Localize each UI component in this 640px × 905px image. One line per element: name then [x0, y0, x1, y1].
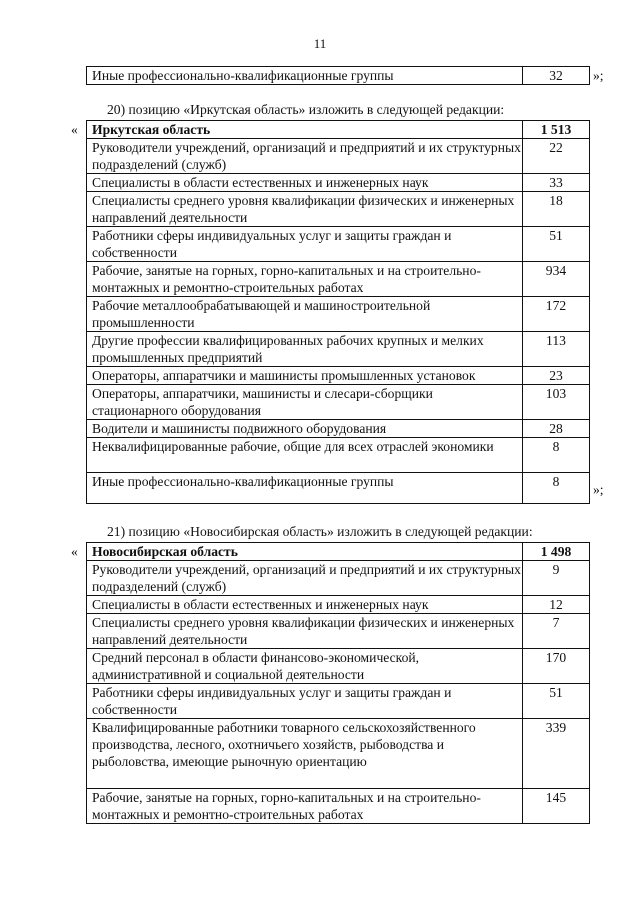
table-row [87, 227, 590, 262]
row-label: Другие профессии квалифицированных рабочих крупных и мелких промышленных предприятий [87, 332, 523, 367]
table-row [87, 420, 590, 438]
table-row [87, 684, 590, 719]
table-row [87, 174, 590, 192]
row-label: Операторы, аппаратчики, машинисты и слесари-сборщики стационарного оборудования [87, 385, 523, 420]
region-name: Иркутская область [87, 121, 523, 139]
row-label: Рабочие, занятые на горных, горно-капитальных и на строительно-монтажных и ремонтно-строительных работах [87, 262, 523, 297]
table-row [87, 614, 590, 649]
table-row [87, 596, 590, 614]
table-row [87, 332, 590, 367]
section-20-intro: 20) позицию «Иркутская область» изложить в следующей редакции: [107, 102, 505, 117]
table-row [87, 262, 590, 297]
row-label: Квалифицированные работники товарного сельскохозяйственного производства, лесного, охотничьего хозяйств, рыбоводства и рыболовства, имеющие рыночную ориентацию [87, 719, 523, 789]
table-row [87, 367, 590, 385]
row-value: 103 [523, 385, 590, 420]
row-label: Специалисты среднего уровня квалификации физических и инженерных направлений деятельности [87, 192, 523, 227]
row-label: Работники сферы индивидуальных услуг и защиты граждан и собственности [87, 227, 523, 262]
row-value: 8 [523, 438, 590, 473]
row-value: 32 [523, 67, 590, 85]
row-label: Рабочие металлообрабатывающей и машиностроительной промышленности [87, 297, 523, 332]
row-value: 145 [523, 789, 590, 824]
table-row [87, 139, 590, 174]
table-row [87, 719, 590, 789]
row-label: Руководители учреждений, организаций и предприятий и их структурных подразделений (служб) [87, 561, 523, 596]
table-row [87, 473, 590, 504]
table-header-row [87, 543, 590, 561]
table-row [87, 438, 590, 473]
row-label: Неквалифицированные рабочие, общие для всех отраслей экономики [87, 438, 523, 473]
row-value: 22 [523, 139, 590, 174]
row-value: 113 [523, 332, 590, 367]
row-value: 172 [523, 297, 590, 332]
table-header-row [87, 121, 590, 139]
row-value: 170 [523, 649, 590, 684]
row-label: Специалисты в области естественных и инженерных наук [87, 596, 523, 614]
top-carryover-table [86, 66, 590, 85]
row-value: 51 [523, 227, 590, 262]
row-value: 9 [523, 561, 590, 596]
region-name: Новосибирская область [87, 543, 523, 561]
row-value: 934 [523, 262, 590, 297]
row-label: Водители и машинисты подвижного оборудования [87, 420, 523, 438]
closing-quote-mark: »; [593, 68, 604, 83]
row-value: 28 [523, 420, 590, 438]
row-value: 12 [523, 596, 590, 614]
table-row [87, 649, 590, 684]
row-label: Иные профессионально-квалификационные группы [87, 67, 523, 85]
row-label: Средний персонал в области финансово-экономической, административной и социальной деятельности [87, 649, 523, 684]
row-label: Операторы, аппаратчики и машинисты промышленных установок [87, 367, 523, 385]
row-value: 33 [523, 174, 590, 192]
row-label: Специалисты в области естественных и инженерных наук [87, 174, 523, 192]
row-label: Иные профессионально-квалификационные группы [87, 473, 523, 504]
opening-quote-mark: « [71, 122, 78, 137]
region-total: 1 513 [523, 121, 590, 139]
row-label: Работники сферы индивидуальных услуг и защиты граждан и собственности [87, 684, 523, 719]
table-row [87, 561, 590, 596]
irkutsk-table [86, 120, 590, 504]
row-label: Рабочие, занятые на горных, горно-капитальных и на строительно-монтажных и ремонтно-строительных работах [87, 789, 523, 824]
closing-quote-mark: »; [593, 482, 604, 497]
row-value: 51 [523, 684, 590, 719]
page-number: 11 [313, 36, 327, 51]
row-value: 18 [523, 192, 590, 227]
section-21-intro: 21) позицию «Новосибирская область» изложить в следующей редакции: [107, 524, 533, 539]
row-value: 23 [523, 367, 590, 385]
row-label: Специалисты среднего уровня квалификации физических и инженерных направлений деятельности [87, 614, 523, 649]
table-row [87, 67, 590, 85]
table-row [87, 192, 590, 227]
table-row [87, 297, 590, 332]
row-value: 339 [523, 719, 590, 789]
region-total: 1 498 [523, 543, 590, 561]
row-value: 7 [523, 614, 590, 649]
row-label: Руководители учреждений, организаций и предприятий и их структурных подразделений (служб) [87, 139, 523, 174]
novosibirsk-table [86, 542, 590, 824]
opening-quote-mark: « [71, 544, 78, 559]
row-value: 8 [523, 473, 590, 504]
table-row [87, 385, 590, 420]
table-row [87, 789, 590, 824]
